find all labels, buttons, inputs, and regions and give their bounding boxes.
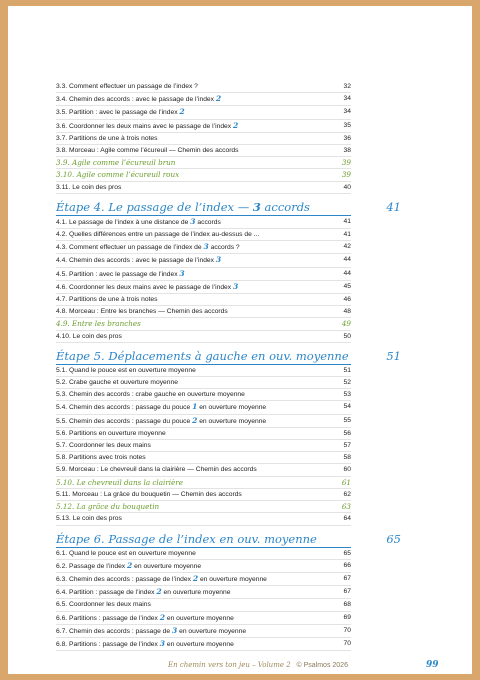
toc-entry[interactable] <box>56 452 351 464</box>
finger-number: 2 <box>192 415 198 425</box>
toc-entry-page: 34 <box>343 95 351 103</box>
toc-entry[interactable] <box>56 365 351 377</box>
section-page: 41 <box>386 199 401 214</box>
toc-entry-page: 38 <box>343 147 351 155</box>
toc-entry-title: 5.2. Crabe gauche et ouverture moyenne <box>56 379 178 387</box>
toc-entry-page: 41 <box>343 217 351 225</box>
toc-entry-title: 4.9. Entre les branches <box>56 319 141 329</box>
toc-entry-page: 50 <box>343 332 351 340</box>
toc-entry[interactable] <box>56 513 351 525</box>
toc-entry[interactable] <box>56 133 351 145</box>
toc-entry[interactable] <box>56 377 351 389</box>
toc-entry-title: 6.7. Chemin des accords : passage de 3 en ouverture moyenne <box>56 625 247 635</box>
toc-entry[interactable] <box>56 477 351 489</box>
toc-entry[interactable] <box>56 216 351 229</box>
toc-entry-title: 5.4. Chemin des accords : passage du pouce 1 en ouverture moyenne <box>56 402 267 412</box>
toc-entry[interactable] <box>56 501 351 513</box>
toc-entry[interactable] <box>56 106 351 119</box>
toc-entry-page: 63 <box>341 502 351 512</box>
toc-entry-page: 56 <box>343 429 351 437</box>
finger-number: 2 <box>232 120 239 130</box>
toc-entry-title: 6.5. Coordonner les deux mains <box>56 601 151 609</box>
toc-entry-title: 4.8. Morceau : Entre les branches — Chemin des accords <box>56 308 228 316</box>
toc-entry-title: 3.4. Chemin des accords : avec le passage de l’index 2 <box>56 94 222 104</box>
finger-number: 3 <box>159 638 166 648</box>
toc-entry-title: 5.5. Chemin des accords : passage du pouce 2 en ouverture moyenne <box>56 415 267 425</box>
toc-entry-page: 54 <box>343 403 351 411</box>
toc-entry[interactable] <box>56 306 351 318</box>
toc-entry[interactable] <box>56 464 351 476</box>
toc-entry-page: 57 <box>343 442 351 450</box>
toc-entry[interactable] <box>56 586 351 599</box>
finger-number: 2 <box>179 107 185 117</box>
document-page <box>8 6 472 674</box>
toc-entry-page: 67 <box>343 588 351 596</box>
finger-number: 2 <box>192 573 199 583</box>
finger-number: 3 <box>203 242 209 252</box>
toc-entry-page: 34 <box>343 108 351 116</box>
toc-entry-title: 5.13. Le coin des pros <box>56 515 122 523</box>
toc-entry-page: 45 <box>343 282 351 290</box>
toc-entry[interactable] <box>56 241 351 254</box>
toc-entry-title: 5.8. Partitions avec trois notes <box>56 454 146 462</box>
finger-number: 3 <box>171 625 178 635</box>
toc-entry-title: 5.11. Morceau : La grâce du bouquetin — Chemin des accords <box>56 490 242 498</box>
section-page: 51 <box>386 348 401 363</box>
toc-entry[interactable] <box>56 182 351 194</box>
toc-entry[interactable] <box>56 120 351 133</box>
finger-number: 2 <box>215 94 222 104</box>
section-title: Étape 5. Déplacements à gauche en ouv. moyenne <box>56 348 349 363</box>
finger-number: 2 <box>127 560 133 570</box>
toc-entry[interactable] <box>56 157 351 169</box>
toc-entry-title: 4.3. Comment effectuer un passage de l’index de 3 accords ? <box>56 242 240 252</box>
toc-entry-page: 65 <box>343 549 351 557</box>
toc-entry[interactable] <box>56 560 351 573</box>
toc-entry-page: 70 <box>343 626 351 634</box>
toc-entry-page: 48 <box>343 308 351 316</box>
toc-entry-page: 66 <box>343 561 351 569</box>
toc-entry-title: 3.5. Partition : avec le passage de l’index 2 <box>56 107 185 117</box>
toc-entry-page: 53 <box>343 391 351 399</box>
toc-entry[interactable] <box>56 318 351 330</box>
toc-entry[interactable] <box>56 489 351 501</box>
toc-entry-title: 3.9. Agile comme l’écureuil brun <box>56 158 176 168</box>
toc-entry-page: 68 <box>343 601 351 609</box>
footer-title: En chemin vers ton jeu – Volume 2 <box>168 661 291 669</box>
toc-entry-page: 51 <box>343 366 351 374</box>
toc-entry-page: 60 <box>343 466 351 474</box>
section-heading[interactable] <box>56 531 401 548</box>
section-heading[interactable] <box>56 348 401 365</box>
toc-entry-title: 5.3. Chemin des accords : crabe gauche en ouverture moyenne <box>56 391 245 399</box>
section-title: Étape 6. Passage de l’index en ouv. moyenne <box>56 531 317 546</box>
toc-entry-page: 36 <box>343 134 351 142</box>
toc-entry-title: 3.6. Coordonner les deux mains avec le passage de l’index 2 <box>56 120 239 130</box>
toc-entry-page: 42 <box>343 243 351 251</box>
finger-number: 1 <box>192 402 198 412</box>
toc-entry-page: 69 <box>343 613 351 621</box>
toc-entry-page: 67 <box>343 574 351 582</box>
toc-entry-page: 46 <box>343 296 351 304</box>
finger-number: 3 <box>215 255 222 265</box>
toc-entry-page: 55 <box>343 416 351 424</box>
toc-entry-title: 5.1. Quand le pouce est en ouverture moyenne <box>56 366 196 374</box>
finger-number: 3 <box>232 281 239 291</box>
toc-entry-page: 58 <box>343 454 351 462</box>
toc-entry-page: 61 <box>341 477 351 487</box>
toc-entry-title: 4.7. Partitions de une à trois notes <box>56 296 158 304</box>
toc-entry-title: 5.9. Morceau : Le chevreuil dans la clairière — Chemin des accords <box>56 466 257 474</box>
toc-entry-title: 3.3. Comment effectuer un passage de l’index ? <box>56 83 198 90</box>
toc-entry[interactable] <box>56 389 351 401</box>
toc-entry-title: 6.1. Quand le pouce est en ouverture moyenne <box>56 549 196 557</box>
finger-number: 3 <box>252 199 261 214</box>
toc-entry-title: 4.2. Quelles différences entre un passage de l’index au-dessus de ... <box>56 231 260 239</box>
toc-entry[interactable] <box>56 415 351 428</box>
toc-entry-title: 5.6. Partitions en ouverture moyenne <box>56 429 166 437</box>
toc-entry[interactable] <box>56 548 351 560</box>
toc-entry[interactable] <box>56 612 351 625</box>
toc-entry-page: 32 <box>343 83 351 90</box>
toc-entry-page: 40 <box>343 183 351 191</box>
toc-entry-title: 4.4. Chemin des accords : avec le passage de l’index 3 <box>56 255 222 265</box>
toc-entry[interactable] <box>56 93 351 106</box>
section-page: 65 <box>386 531 401 546</box>
toc-entry[interactable] <box>56 268 351 281</box>
footer-page-number: 99 <box>426 660 439 670</box>
toc-entry-page: 39 <box>341 158 351 168</box>
toc-entry[interactable] <box>56 428 351 440</box>
toc-entry-page: 35 <box>343 121 351 129</box>
toc-entry-title: 3.11. Le coin des pros <box>56 183 122 191</box>
toc-entry[interactable] <box>56 638 351 651</box>
toc-entry[interactable] <box>56 169 351 181</box>
toc-entry[interactable] <box>56 401 351 414</box>
toc-entry-title: 3.8. Morceau : Agile comme l’écureuil — Chemin des accords <box>56 147 239 155</box>
toc-entry-title: 3.7. Partitions de une à trois notes <box>56 134 158 142</box>
toc-entry[interactable] <box>56 254 351 267</box>
toc-entry-title: 5.7. Coordonner les deux mains <box>56 442 151 450</box>
toc-entry-title: 4.6. Coordonner les deux mains avec le passage de l’index 3 <box>56 281 239 291</box>
toc-entry-page: 64 <box>343 515 351 523</box>
toc-entry-title: 3.10. Agile comme l’écureuil roux <box>56 170 180 180</box>
toc-entry[interactable] <box>56 331 351 343</box>
section-title: Étape 4. Le passage de l’index — 3 accords <box>56 199 310 214</box>
toc-entry[interactable] <box>56 229 351 241</box>
table-of-contents <box>56 81 401 651</box>
finger-number: 2 <box>159 612 166 622</box>
toc-entry-page: 44 <box>343 256 351 264</box>
toc-entry[interactable] <box>56 440 351 452</box>
finger-number: 3 <box>190 216 196 226</box>
toc-entry-page: 70 <box>343 639 351 647</box>
toc-entry[interactable] <box>56 81 351 93</box>
toc-entry-title: 5.12. La grâce du bouquetin <box>56 502 160 512</box>
toc-entry-page: 62 <box>343 490 351 498</box>
toc-entry-page: 39 <box>341 170 351 180</box>
toc-entry-title: 6.2. Passage de l’index 2 en ouverture moyenne <box>56 560 202 570</box>
toc-entry-page: 49 <box>341 319 351 329</box>
toc-entry-title: 6.6. Partitions : passage de l’index 2 en ouverture moyenne <box>56 612 234 622</box>
toc-entry-title: 5.10. Le chevreuil dans la clairière <box>56 477 183 487</box>
toc-entry-page: 41 <box>343 231 351 239</box>
toc-entry-title: 4.10. Le coin des pros <box>56 332 122 340</box>
toc-entry-title: 6.4. Partition : passage de l’index 2 en ouverture moyenne <box>56 587 231 597</box>
toc-entry-title: 4.5. Partition : avec le passage de l’index 3 <box>56 268 185 278</box>
toc-entry-title: 6.3. Chemin des accords : passage de l’index 2 en ouverture moyenne <box>56 573 267 583</box>
toc-entry[interactable] <box>56 625 351 638</box>
toc-entry-page: 44 <box>343 269 351 277</box>
toc-entry[interactable] <box>56 294 351 306</box>
page-footer <box>168 661 468 669</box>
finger-number: 3 <box>179 268 185 278</box>
footer-copyright: © Psalmos 2026 <box>296 662 348 669</box>
toc-entry[interactable] <box>56 599 351 611</box>
toc-entry[interactable] <box>56 145 351 157</box>
toc-entry[interactable] <box>56 281 351 294</box>
toc-entry-page: 52 <box>343 379 351 387</box>
section-heading[interactable] <box>56 199 401 216</box>
toc-entry[interactable] <box>56 573 351 586</box>
finger-number: 2 <box>156 587 162 597</box>
toc-entry-title: 6.8. Partitions : passage de l’index 3 en ouverture moyenne <box>56 638 234 648</box>
toc-entry-title: 4.1. Le passage de l’index à une distance de 3 accords <box>56 216 221 226</box>
